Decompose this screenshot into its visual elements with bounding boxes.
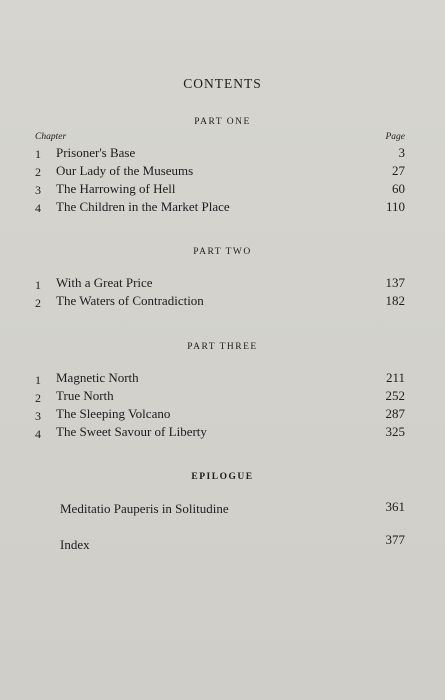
- chapter-page: 110: [385, 199, 405, 214]
- chapter-page: 211: [385, 370, 405, 385]
- chapter-title: The Children in the Market Place: [56, 199, 230, 214]
- chapter-page: 137: [385, 275, 405, 290]
- chapter-number: 2: [35, 296, 41, 310]
- chapter-page: 252: [385, 388, 405, 403]
- chapter-title: The Harrowing of Hell: [56, 181, 176, 196]
- chapter-number: 4: [35, 427, 41, 441]
- chapter-number: 1: [35, 373, 41, 387]
- chapter-number: 2: [35, 391, 41, 405]
- chapter-title: True North: [56, 388, 114, 403]
- chapter-number: 3: [35, 409, 41, 423]
- epilogue-heading: EPILOGUE: [191, 472, 254, 482]
- chapter-page: 3: [398, 145, 405, 160]
- chapter-number: 1: [35, 147, 41, 161]
- index-title: Index: [60, 537, 90, 552]
- part-two-heading: PART TWO: [193, 247, 252, 257]
- chapter-page: 60: [392, 181, 405, 196]
- chapter-title: Prisoner's Base: [56, 145, 136, 160]
- epilogue-title: Meditatio Pauperis in Solitudine: [60, 501, 229, 516]
- chapter-title: With a Great Price: [56, 275, 153, 290]
- contents-title: CONTENTS: [183, 76, 262, 91]
- chapter-title: Magnetic North: [56, 370, 139, 385]
- epilogue-page: 361: [385, 499, 405, 514]
- chapter-number: 1: [35, 278, 41, 292]
- chapter-number: 3: [35, 183, 41, 197]
- index-page: 377: [385, 532, 405, 547]
- chapter-title: The Sleeping Volcano: [56, 406, 171, 421]
- chapter-column-header: Chapter: [35, 132, 67, 142]
- chapter-page: 287: [385, 406, 405, 421]
- chapter-page: 325: [385, 424, 405, 439]
- part-one-heading: PART ONE: [194, 117, 251, 127]
- chapter-title: The Waters of Contradiction: [56, 293, 204, 308]
- chapter-page: 27: [392, 163, 405, 178]
- chapter-number: 4: [35, 201, 41, 215]
- chapter-number: 2: [35, 165, 41, 179]
- chapter-title: Our Lady of the Museums: [56, 163, 194, 178]
- chapter-page: 182: [385, 293, 405, 308]
- page-column-header: Page: [385, 132, 405, 142]
- part-three-heading: PART THREE: [187, 342, 258, 352]
- chapter-title: The Sweet Savour of Liberty: [56, 424, 207, 439]
